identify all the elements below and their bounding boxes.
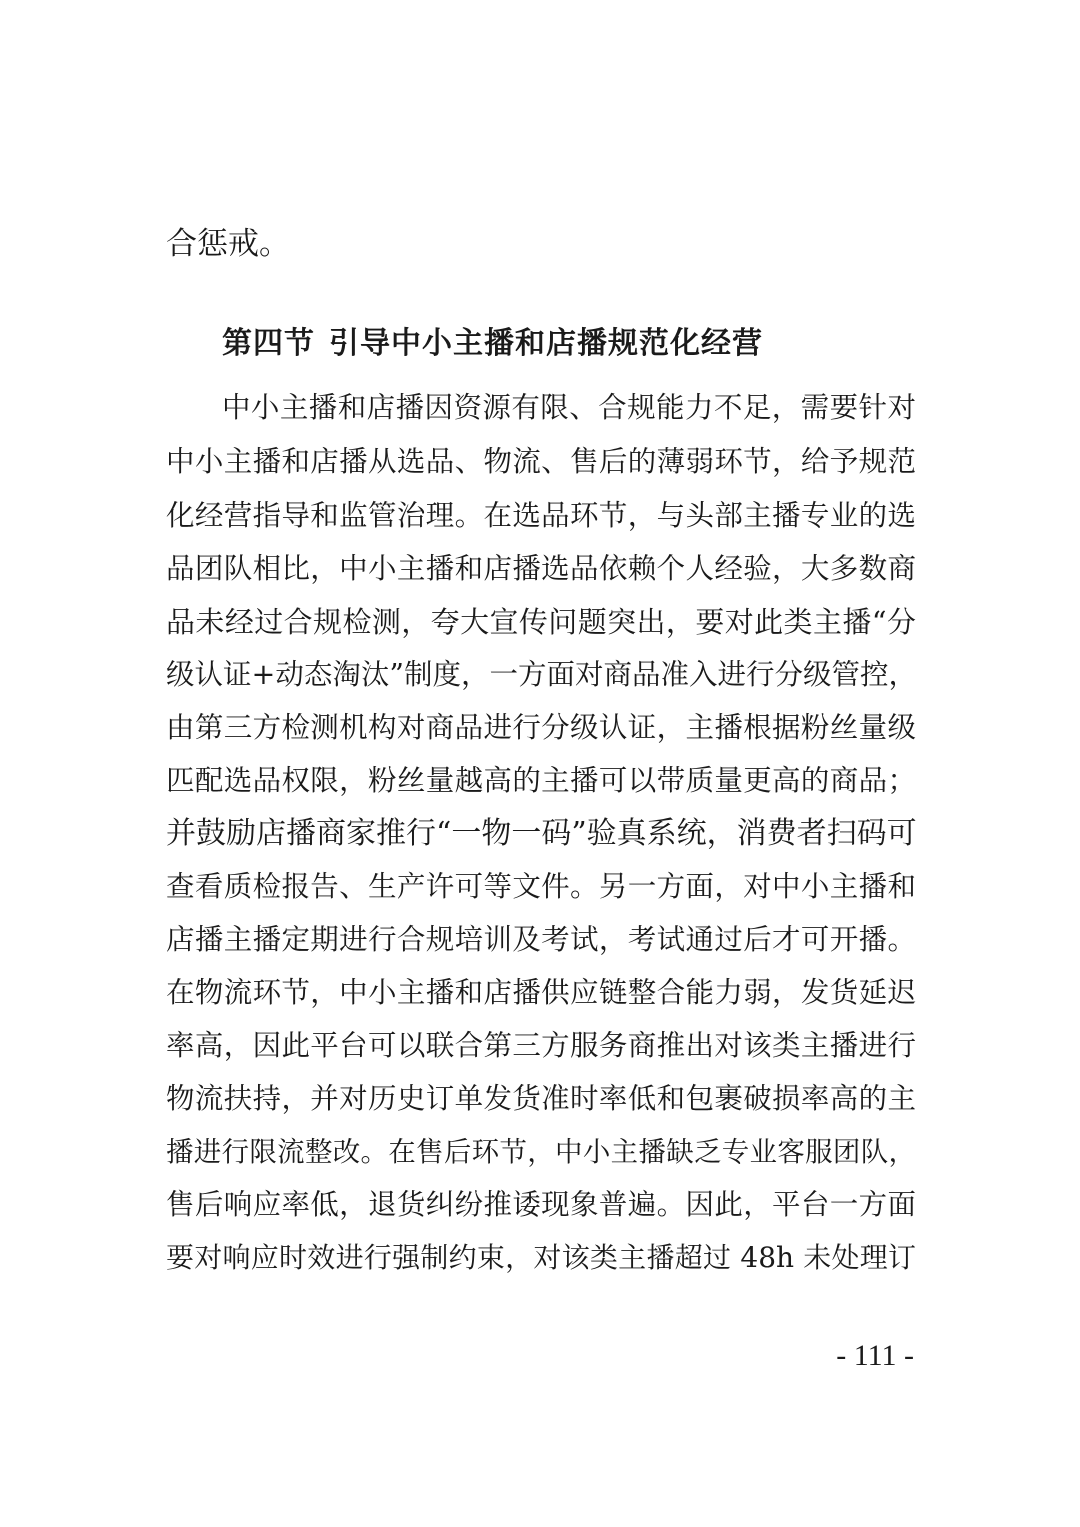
paragraph-line: 匹配选品权限，粉丝量越高的主播可以带质量更高的商品； [166,764,916,797]
paragraph-line: 要对响应时效进行强制约束，对该类主播超过 48h 未处理订 [166,1241,916,1274]
paragraph-line: 在物流环节，中小主播和店播供应链整合能力弱，发货延迟 [166,976,916,1009]
paragraph-line: 率高，因此平台可以联合第三方服务商推出对该类主播进行 [166,1029,916,1062]
paragraph-line: 化经营指导和监管治理。在选品环节，与头部主播专业的选 [166,499,916,532]
section-title: 引导中小主播和店播规范化经营 [329,326,763,361]
paragraph-line: 由第三方检测机构对商品进行分级认证，主播根据粉丝量级 [166,711,916,744]
paragraph-line: 播进行限流整改。在售后环节，中小主播缺乏专业客服团队， [166,1136,916,1168]
paragraph-line: 品未经过合规检测，夸大宣传问题突出，要对此类主播“分 [166,605,916,639]
paragraph-line: 店播主播定期进行合规培训及考试，考试通过后才可开播。 [166,923,916,956]
paragraph-line: 中小主播和店播从选品、物流、售后的薄弱环节，给予规范 [166,445,916,478]
section-heading [222,318,763,370]
paragraph-line: 中小主播和店播因资源有限、合规能力不足，需要针对 [222,391,916,424]
paragraph-line: 品团队相比，中小主播和店播选品依赖个人经验，大多数商 [166,552,916,585]
paragraph-line: 售后响应率低，退货纠纷推诿现象普遍。因此，平台一方面 [166,1188,916,1221]
paragraph-line: 级认证+动态淘汰”制度，一方面对商品准入进行分级管控， [166,658,917,691]
section-number: 第四节 [222,326,315,361]
paragraph-line: 查看质检报告、生产许可等文件。另一方面，对中小主播和 [166,870,916,903]
continuation-text: 合惩戒。 [166,226,290,262]
page-number: - 111 - [836,1339,914,1372]
paragraph-line: 并鼓励店播商家推行“一物一码”验真系统，消费者扫码可 [166,816,917,851]
paragraph-line: 物流扶持，并对历史订单发货准时率低和包裹破损率高的主 [166,1082,916,1115]
